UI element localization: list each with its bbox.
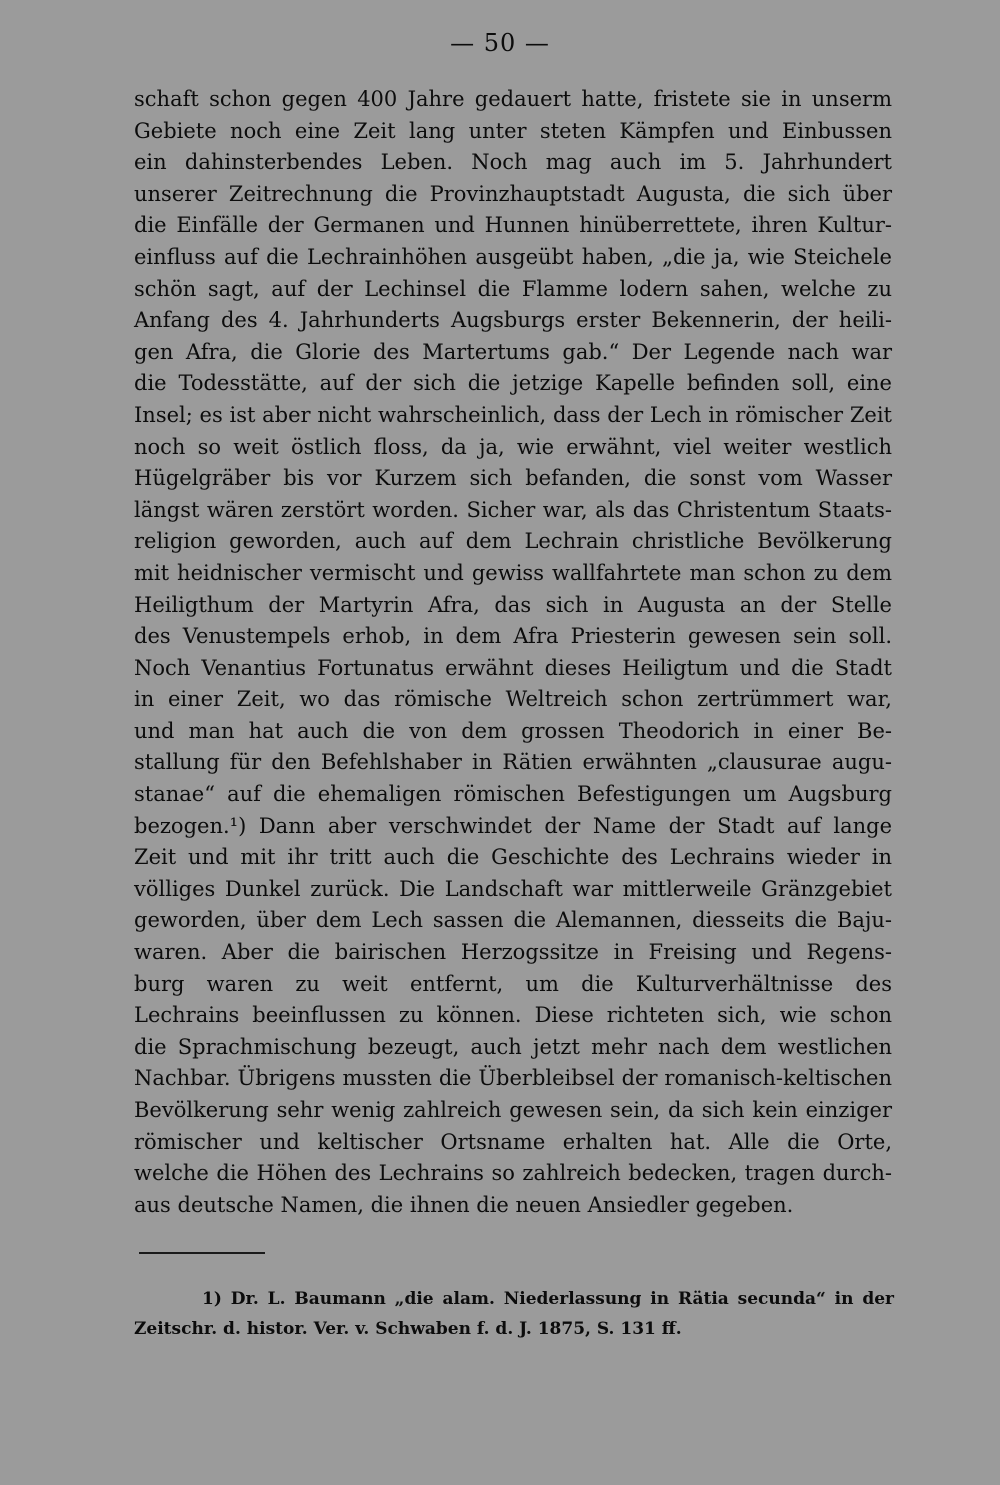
body-line: des Venustempels erhob, in dem Afra Priesterin gewesen sein soll. — [134, 624, 892, 649]
body-line: stanae“ auf die ehemaligen römischen Befestigungen um Augsburg — [134, 782, 892, 807]
body-line: schaft schon gegen 400 Jahre gedauert hatte, fristete sie in unserm — [134, 87, 892, 111]
body-line: ein dahinsterbendes Leben. Noch mag auch im 5. Jahrhundert — [134, 150, 892, 175]
footnote-line: Zeitschr. d. histor. Ver. v. Schwaben f. d. J. 1875, S. 131 ff. — [134, 1319, 682, 1339]
body-line: Zeit und mit ihr tritt auch die Geschichte des Lechrains wieder in — [134, 845, 892, 870]
body-line: unserer Zeitrechnung die Provinzhauptstadt Augusta, die sich über — [134, 181, 892, 206]
body-line: geworden, über dem Lech sassen die Alemannen, diesseits die Baju- — [134, 908, 892, 933]
body-line: burg waren zu weit entfernt, um die Kulturverhältnisse des — [134, 971, 892, 996]
body-line: Insel; es ist aber nicht wahrscheinlich, dass der Lech in römischer Zeit — [134, 402, 892, 427]
body-line: Hügelgräber bis vor Kurzem sich befanden, die sonst vom Wasser — [134, 466, 892, 491]
body-line: völliges Dunkel zurück. Die Landschaft war mittlerweile Gränzgebiet — [134, 876, 892, 901]
body-line: stallung für den Befehlshaber in Rätien erwähnten „clausurae augu- — [134, 750, 892, 775]
body-line: Anfang des 4. Jahrhunderts Augsburgs erster Bekennerin, der heili- — [134, 308, 892, 333]
body-line: mit heidnischer vermischt und gewiss wallfahrtete man schon zu dem — [134, 560, 892, 585]
body-line: in einer Zeit, wo das römische Weltreich schon zertrümmert war, — [134, 687, 892, 712]
body-line: längst wären zerstört worden. Sicher war, als das Christentum Staats- — [134, 497, 892, 522]
body-line: gen Afra, die Glorie des Martertums gab.“ Der Legende nach war — [134, 339, 892, 364]
body-line: die Einfälle der Germanen und Hunnen hinüberrettete, ihren Kultur- — [134, 213, 892, 238]
body-line: religion geworden, auch auf dem Lechrain christliche Bevölkerung — [134, 529, 892, 554]
body-line: Bevölkerung sehr wenig zahlreich gewesen sein, da sich kein einziger — [134, 1098, 892, 1122]
footnote-line: 1) Dr. L. Baumann „die alam. Niederlassung in Rätia secunda“ in der — [202, 1289, 894, 1309]
body-line: römischer und keltischer Ortsname erhalten hat. Alle die Orte, — [134, 1129, 892, 1154]
body-line: einfluss auf die Lechrainhöhen ausgeübt haben, „die ja, wie Steichele — [134, 244, 892, 269]
body-line: die Todesstätte, auf der sich die jetzige Kapelle befinden soll, eine — [134, 371, 892, 396]
page-number: — 50 — — [450, 29, 550, 57]
body-line: schön sagt, auf der Lechinsel die Flamme lodern sahen, welche zu — [134, 276, 892, 301]
body-line: bezogen.¹) Dann aber verschwindet der Name der Stadt auf lange — [134, 813, 892, 838]
footnote-separator — [139, 1252, 265, 1254]
body-text — [134, 84, 892, 1221]
footnote — [134, 1284, 894, 1344]
body-line: aus deutsche Namen, die ihnen die neuen Ansiedler gegeben. — [134, 1192, 794, 1217]
body-line: Nachbar. Übrigens mussten die Überbleibsel der romanisch-keltischen — [134, 1066, 892, 1091]
body-line: Lechrains beeinflussen zu können. Diese richteten sich, wie schon — [134, 1003, 892, 1028]
body-line: welche die Höhen des Lechrains so zahlreich bedecken, tragen durch- — [134, 1161, 892, 1186]
body-line: Heiligthum der Martyrin Afra, das sich in Augusta an der Stelle — [134, 592, 892, 617]
body-line: Noch Venantius Fortunatus erwähnt dieses Heiligtum und die Stadt — [134, 655, 892, 680]
body-line: waren. Aber die bairischen Herzogssitze in Freising und Regens- — [134, 940, 892, 965]
body-line: die Sprachmischung bezeugt, auch jetzt mehr nach dem westlichen — [134, 1034, 892, 1059]
body-line: Gebiete noch eine Zeit lang unter steten Kämpfen und Einbussen — [134, 118, 892, 143]
body-line: und man hat auch die von dem grossen Theodorich in einer Be- — [134, 718, 892, 743]
body-line: noch so weit östlich floss, da ja, wie erwähnt, viel weiter westlich — [134, 434, 892, 459]
